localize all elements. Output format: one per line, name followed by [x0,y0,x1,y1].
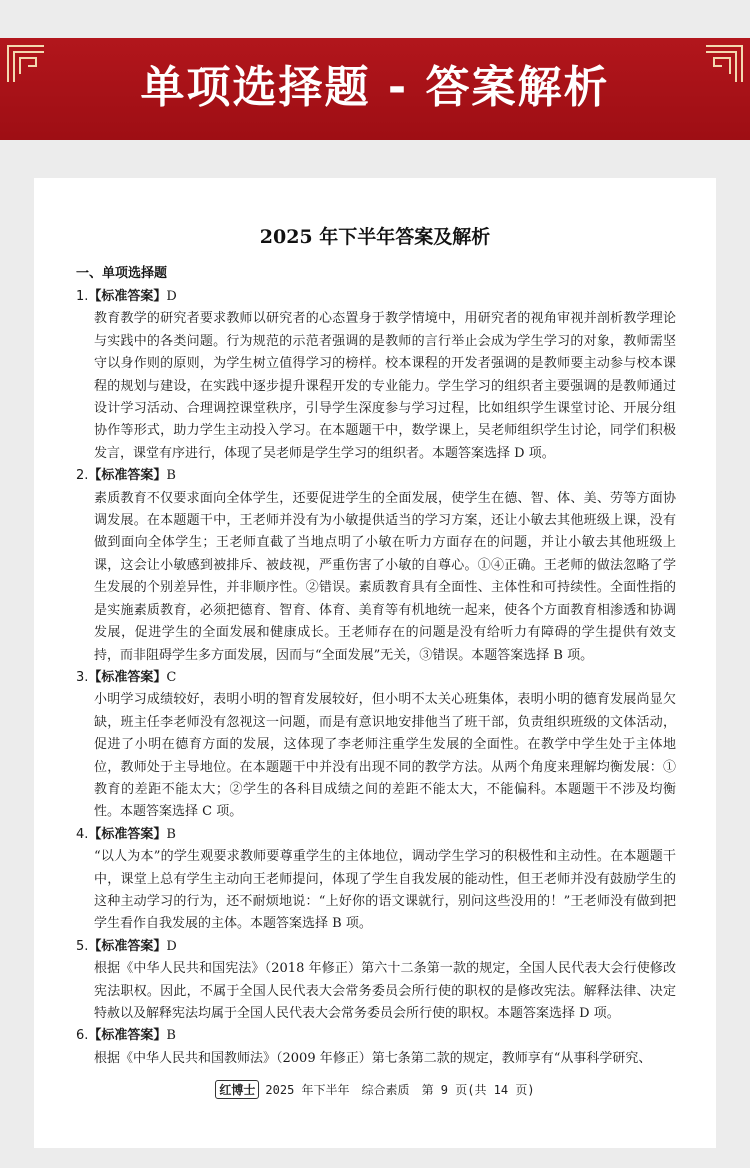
answer-letter: C [166,669,177,685]
page-number: 第 9 页(共 14 页) [421,1083,535,1097]
explanation-text: 素质教育不仅要求面向全体学生，还要促进学生的全面发展，使学生在德、智、体、美、劳等方面协调发展。在本题题干中，王老师并没有为小敏提供适当的学习方案，还让小敏去其他班级上课，没有做到面向全体学生；王老师直截了当地点明了小敏在听力方面存在的问题，并让小敏去其他班级上课，这会让小敏感到被排斥、被歧视，严重伤害了小敏的自尊心。①④正确。王老师的做法忽略了学生发展的个别差异性，并非顺序性。②错误。素质教育具有全面性、主体性和可持续性。全面性指的是实施素质教育，必须把德育、智育、体育、美育等有机地统一起来，使各个方面教育相渗透和协调发展，促进学生的全面发展和健康成长。王老师存在的问题是没有给听力有障碍的学生提供有效支持，而非阻碍学生多方面发展，因而与“全面发展”无关，③错误。本题答案选择 B 项。 [94,490,676,663]
question-item [76,465,676,667]
answer-label: 【标准答案】 [88,826,167,842]
header-banner [0,38,750,140]
answer-letter: B [166,1028,176,1044]
question-item [76,286,676,465]
explanation-text: 根据《中华人民共和国宪法》（2018 年修正）第六十二条第一款的规定，全国人民代表大会行使修改宪法职权。因此，不属于全国人民代表大会常务委员会所行使的职权的是修改宪法。解释法律、决定特赦以及解释宪法均属于全国人民代表大会常务委员会所行使的职权。本题答案选择 D 项。 [94,961,676,1021]
explanation-text: 根据《中华人民共和国教师法》（2009 年修正）第七条第二款的规定，教师享有“从事科学研究、 [94,1050,652,1066]
question-list [76,286,676,1070]
answer-letter: B [166,826,176,842]
explanation-text: 小明学习成绩较好，表明小明的智育发展较好，但小明不太关心班集体，表明小明的德育发展尚显欠缺，班主任李老师没有忽视这一问题，而是有意识地安排他当了班干部，负责组织班级的文体活动，促进了小明在德育方面的发展，这体现了李老师注重学生发展的全面性。在教学中学生处于主体地位，教师处于主导地位。在本题题干中并没有出现不同的教学方法。从两个角度来理解均衡发展：①教育的差距不能太大；②学生的各科目成绩之间的差距不能太大，不能偏科。本题题干不涉及均衡性。本题答案选择 C 项。 [94,692,676,820]
question-number: 1. [76,289,89,304]
answer-label: 【标准答案】 [88,1028,167,1044]
document-page [34,178,716,1148]
answer-letter: D [166,289,177,304]
answer-letter: D [166,938,177,954]
answer-label: 【标准答案】 [88,289,167,304]
explanation-text: “以人为本”的学生观要求教师要尊重学生的主体地位，调动学生学习的积极性和主动性。在本题题干中，课堂上总有学生主动向王老师提问，体现了学生自我发展的能动性，但王老师并没有鼓励学生的这种主动学习的行为，还不耐烦地说：“上好你的语文课就行，别问这些没用的！”王老师没有做到把学生看作自我发展的主体。本题答案选择 B 项。 [94,849,676,932]
question-item [76,936,676,1026]
banner-title: 单项选择题 - 答案解析 [140,62,610,113]
answer-label: 【标准答案】 [88,669,167,685]
question-item [76,1025,676,1070]
question-item [76,824,676,936]
answer-label: 【标准答案】 [88,468,167,484]
question-number: 2. [76,468,89,484]
footer-subject: 综合素质 [361,1083,410,1097]
question-number: 5. [76,938,89,954]
page-footer [34,1080,716,1099]
question-number: 6. [76,1028,89,1044]
brand-logo: 红博士 [215,1080,259,1099]
question-number: 4. [76,826,89,842]
document-title: 2025 年下半年答案及解析 [259,226,491,248]
answer-label: 【标准答案】 [88,938,167,954]
footer-term: 2025 年下半年 [265,1083,350,1097]
section-heading: 一、单项选择题 [76,266,168,281]
explanation-text: 教育教学的研究者要求教师以研究者的心态置身于教学情境中，用研究者的视角审视并剖析教学理论与实践中的各类问题。行为规范的示范者强调的是教师的言行举止会成为学生学习的对象，教师需坚守以身作则的原则，为学生树立值得学习的榜样。校本课程的开发者强调的是教师要主动参与校本课程的规划与建设，在实践中逐步提升课程开发的专业能力。学生学习的组织者主要强调的是教师通过设计学习活动、合理调控课堂秩序，引导学生深度参与学习过程，比如组织学生课堂讨论、开展分组协作等形式，助力学生主动投入学习。在本题题干中，数学课上，吴老师组织学生讨论，同学们积极发言，课堂有序进行，体现了吴老师是学生学习的组织者。本题答案选择 D 项。 [94,311,676,461]
answer-letter: B [166,468,176,484]
question-item [76,667,676,824]
question-number: 3. [76,669,89,685]
